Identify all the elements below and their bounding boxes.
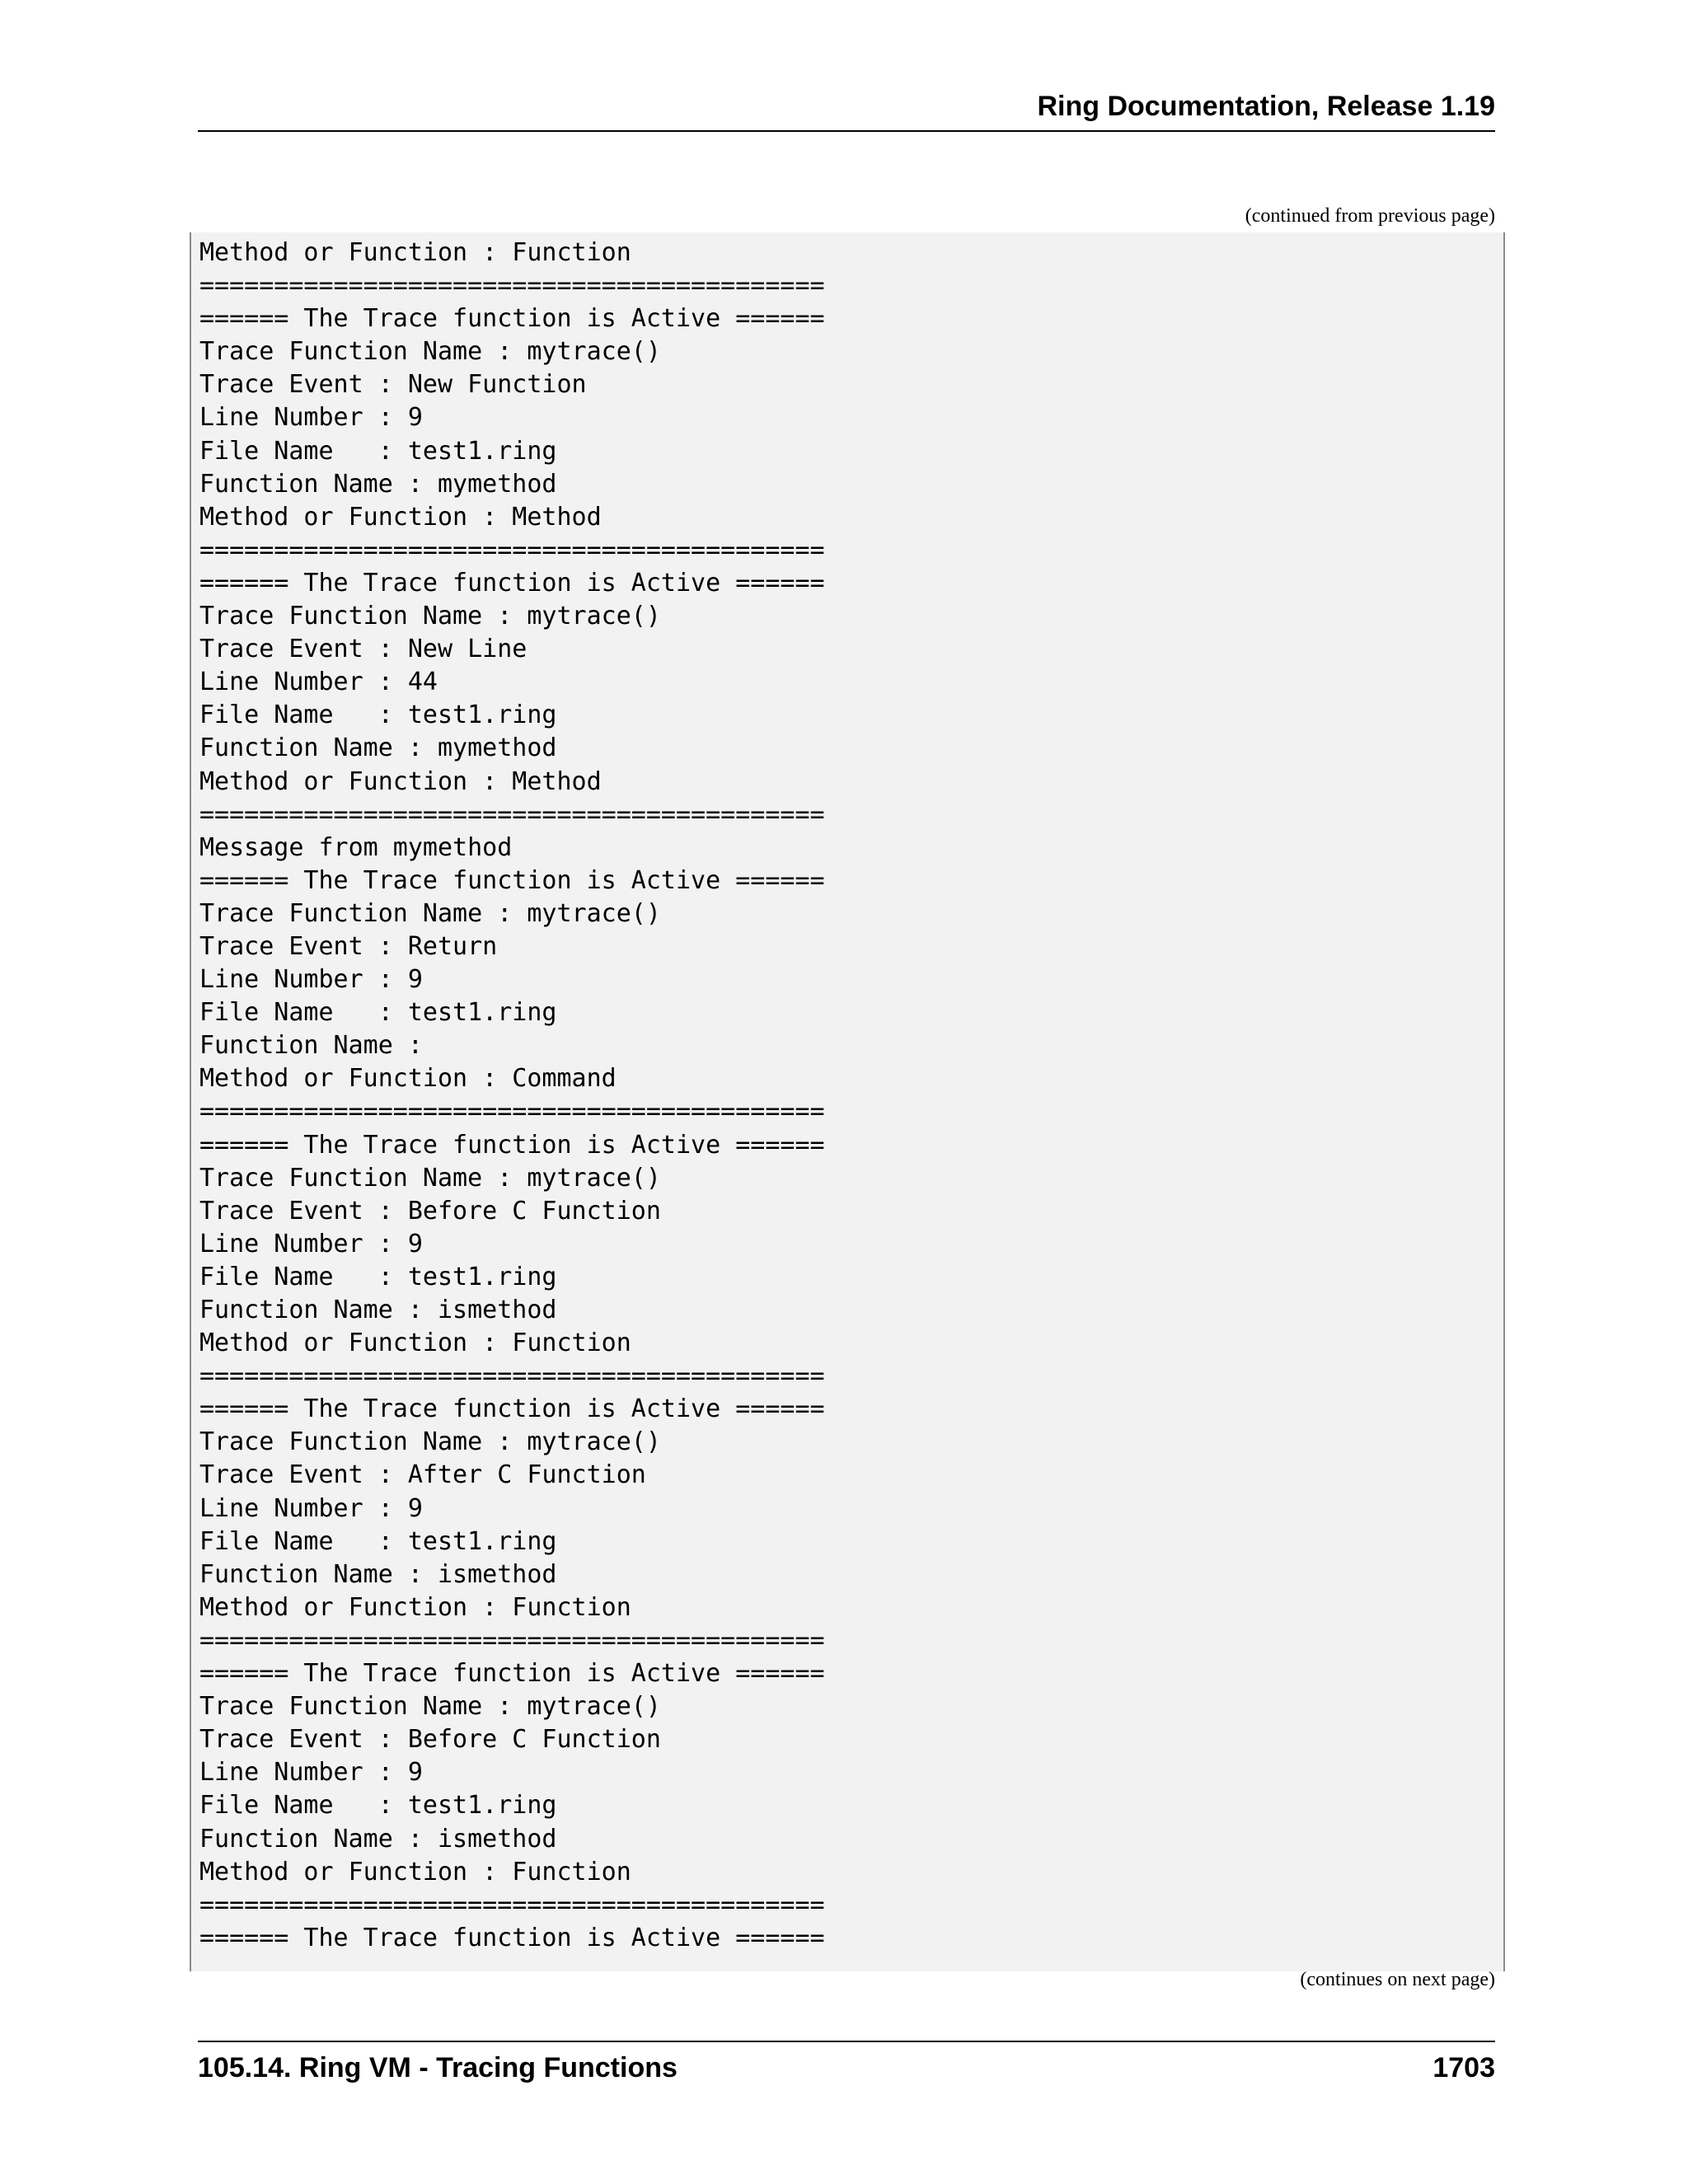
code-line: Method or Function : Function [199, 1329, 631, 1358]
code-line: Trace Function Name : mytrace() [199, 1427, 661, 1457]
code-line: File Name : test1.ring [199, 1526, 557, 1556]
code-line: Line Number : 9 [199, 403, 423, 433]
code-line: ====== The Trace function is Active ====== [199, 1659, 825, 1689]
code-line: Method or Function : Function [199, 1592, 631, 1622]
code-line: File Name : test1.ring [199, 1791, 557, 1821]
code-line: ====== The Trace function is Active ====== [199, 1923, 825, 1952]
code-line: File Name : test1.ring [199, 436, 557, 466]
document-title: Ring Documentation, Release 1.19 [1037, 91, 1495, 122]
code-line: Function Name : [199, 1031, 423, 1061]
code-line: Trace Function Name : mytrace() [199, 1163, 661, 1193]
code-line: File Name : test1.ring [199, 998, 557, 1028]
code-line: Trace Event : Return [199, 931, 498, 961]
code-line: ========================================== [199, 799, 825, 829]
code-line: ========================================== [199, 1097, 825, 1127]
code-line: ========================================== [199, 1361, 825, 1391]
code-line: ========================================== [199, 271, 825, 301]
code-line: ====== The Trace function is Active ====== [199, 1130, 825, 1160]
code-line: Message from mymethod [199, 832, 513, 862]
code-line: Method or Function : Function [199, 1857, 631, 1886]
code-line: Line Number : 9 [199, 1229, 423, 1258]
code-line: Trace Event : New Line [199, 635, 528, 664]
code-line: Function Name : ismethod [199, 1296, 557, 1324]
code-line: File Name : test1.ring [199, 1262, 557, 1291]
code-line: ====== The Trace function is Active ====== [199, 1394, 825, 1424]
code-line: Trace Event : New Function [199, 370, 587, 400]
code-line: Line Number : 9 [199, 1493, 423, 1523]
code-line: Line Number : 9 [199, 1758, 423, 1788]
code-line: Method or Function : Command [199, 1064, 617, 1094]
page-footer [198, 2041, 1495, 2083]
continued-from-previous-page: (continued from previous page) [1245, 205, 1495, 227]
code-line: File Name : test1.ring [199, 701, 557, 730]
code-line: ====== The Trace function is Active ====== [199, 568, 825, 598]
continues-on-next-page: (continues on next page) [1300, 1969, 1495, 1990]
code-line: ========================================== [199, 1625, 825, 1655]
code-line: Function Name : ismethod [199, 1824, 557, 1854]
code-line: Trace Event : Before C Function [199, 1725, 661, 1755]
page-number: 1703 [1432, 2052, 1495, 2083]
code-line: ========================================== [199, 535, 825, 565]
code-lines [191, 232, 1503, 1955]
code-line: Method or Function : Function [199, 238, 631, 267]
code-line: Function Name : mymethod [199, 469, 557, 499]
code-line: ========================================== [199, 1890, 825, 1919]
code-line: Trace Event : After C Function [199, 1460, 646, 1490]
page-header [198, 89, 1495, 132]
code-line: Function Name : ismethod [199, 1559, 557, 1589]
code-block [190, 232, 1505, 1971]
code-line: Line Number : 9 [199, 965, 423, 995]
code-line: Trace Function Name : mytrace() [199, 602, 661, 631]
code-line: Trace Event : Before C Function [199, 1196, 661, 1226]
code-line: Function Name : mymethod [199, 733, 557, 763]
code-line: Trace Function Name : mytrace() [199, 1692, 661, 1722]
code-line: Method or Function : Method [199, 502, 602, 532]
code-line: Trace Function Name : mytrace() [199, 337, 661, 367]
footer-section-title: 105.14. Ring VM - Tracing Functions [198, 2052, 678, 2083]
code-line: Line Number : 44 [199, 668, 438, 697]
code-line: ====== The Trace function is Active ====== [199, 304, 825, 334]
code-line: Trace Function Name : mytrace() [199, 898, 661, 928]
code-line: Method or Function : Method [199, 766, 602, 796]
code-line: ====== The Trace function is Active ====== [199, 865, 825, 895]
